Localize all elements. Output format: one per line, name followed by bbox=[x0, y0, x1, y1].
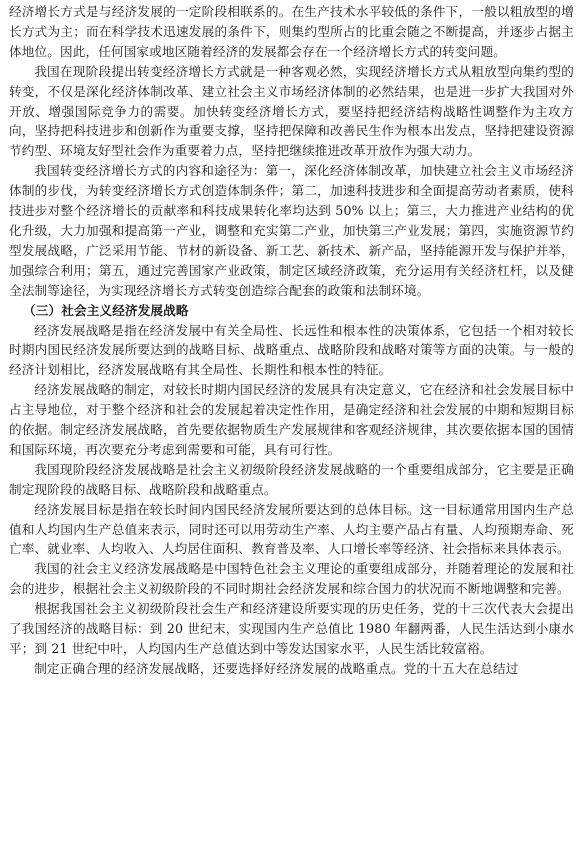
paragraph-strategy-definition: 经济发展战略是指在经济发展中有关全局性、长远性和根本性的决策体系，它包括一个相对较长时期内国民经济发展所要达到的战略目标、战略重点、战略阶段和战略对策等方面的决策。与一般的经济计划相比，经济发展战略有其全局性、长期性和根本性的特征。 bbox=[9, 322, 574, 378]
paragraph-strategic-focus: 制定正确合理的经济发展战略，还要选择好经济发展的战略重点。党的十五大在总结过 bbox=[34, 660, 519, 676]
paragraph-strategy-formulation: 经济发展战略的制定，对较长时期内国民经济的发展具有决定意义，它在经济和社会发展目标中占主导地位，对于整个经济和社会的发展起着决定性作用，是确定经济和社会发展的中期和短期目标的依据。制定经济发展战略，首先要依据物质生产发展规律和客观经济规律，其次要依据本国的国情和国际环境，再次要充分考虑到需要和可能，具有可行性。 bbox=[9, 382, 574, 457]
paragraph-development-goals: 经济发展目标是指在较长时间内国民经济发展所要达到的总体目标。这一目标通常用国内生产总值和人均国内生产总值来表示，同时还可以用劳动生产率、人均主要产品占有量、人均预期寿命、死亡率、就业率、人均收入、人均居住面积、教育普及率、人口增长率等经济、社会指标来具体表示。 bbox=[9, 501, 574, 557]
paragraph-strategy-theory: 我国的社会主义经济发展战略是中国特色社会主义理论的重要组成部分，并随着理论的发展和社会的进步，根据社会主义初级阶段的不同时期社会经济发展和综合国力的状况而不断地调整和完善。 bbox=[9, 561, 574, 597]
paragraph-growth-mode-stages: 经济增长方式是与经济发展的一定阶段相联系的。在生产技术水平较低的条件下，一般以粗放型的增长方式为主；而在科学技术迅速发展的条件下，则集约型所占的比重会随之不断提高，并逐步占据主体地位。因此，任何国家或地区随着经济的发展都会存在一个经济增长方式的转变问题。 bbox=[9, 4, 574, 59]
paragraph-thirteenth-congress: 根据我国社会主义初级阶段社会生产和经济建设所要实现的历史任务，党的十三次代表大会提出了我国经济的战略目标：到 20 世纪末，实现国内生产总值比 1980 年翻两番，人民生活达到小康水平；到 21 世纪中叶，人均国内生产总值达到中等发达国家水平，人民生活比较富裕。 bbox=[9, 601, 574, 656]
paragraph-current-strategy: 我国现阶段经济发展战略是社会主义初级阶段经济发展战略的一个重要组成部分，它主要是正确制定现阶段的战略目标、战略阶段和战略重点。 bbox=[9, 461, 574, 497]
paragraph-transformation-necessity: 我国在现阶段提出转变经济增长方式就是一种客观必然，实现经济增长方式从粗放型向集约型的转变，不仅是深化经济体制改革、建立社会主义市场经济体制的必然结果，也是进一步扩大我国对外开放、增强国际竞争力的需要。加快转变经济增长方式，要坚持把经济结构战略性调整作为主攻方向，坚持把科技进步和创新作为重要支撑，坚持把保障和改善民生作为根本出发点，坚持把建设资源节约型、环境友好型社会作为重要着力点，坚持把继续推进改革开放作为强大动力。 bbox=[9, 63, 574, 159]
paragraph-transformation-paths: 我国转变经济增长方式的内容和途径为：第一，深化经济体制改革，加快建立社会主义市场经济体制的步伐，为转变经济增长方式创造体制条件；第二，加速科技进步和全面提高劳动者素质，使科技进步对整个经济增长的贡献率和科技成果转化率均达到 50% 以上；第三，大力推进产业结构的优化升级，大力加强和提高第一产业，调整和充实第二产业，加快第三产业发展；第四，实施资源节约型发展战略，广泛采用节能、节材的新设备、新工艺、新技术、新产品，坚持能源开发与保护并举，加强综合利用；第五，通过完善国家产业政策，制定区域经济政策，充分运用有关经济杠杆，以及健全法制等途径，为实现经济增长方式转变创造综合配套的政策和法制环境。 bbox=[9, 163, 574, 298]
section-heading: （三）社会主义经济发展战略 bbox=[23, 302, 189, 318]
